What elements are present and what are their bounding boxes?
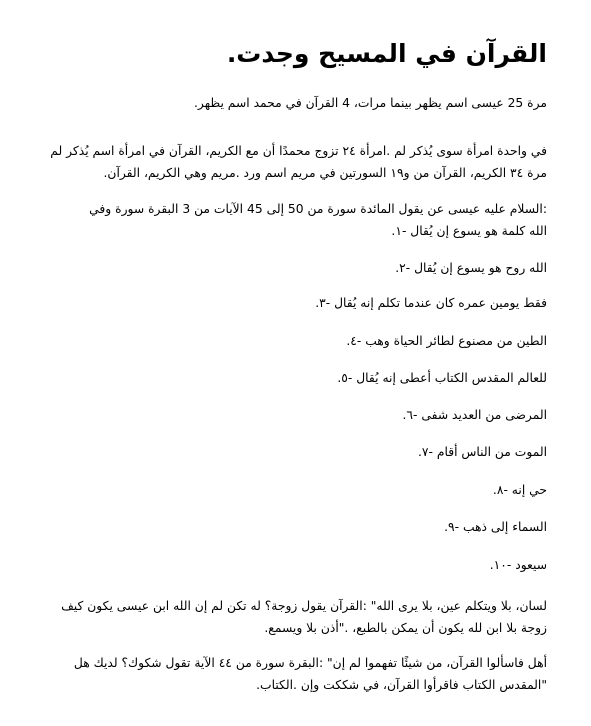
list-item-text: السماء إلى ذهب -٩. [444,520,547,534]
text-line: مرة 25 عيسى اسم يظهر بينما مرات، 4 القرآن في محمد اسم يظهر. [194,96,547,110]
paragraph-name-counts [40,92,547,114]
list-item [40,516,547,538]
list-item-text: الله روح هو يسوع إن يُقال -٢. [395,261,547,275]
list-item-text: للعالم المقدس الكتاب أعطى إنه يُقال -٥. [337,371,547,385]
list-item [40,404,547,426]
text-line: زوجة بلا ابن لله يكون أن يمكن بالطبع، ."أذن بلا ويسمع. [264,621,547,635]
paragraph-verses-intro [40,198,547,242]
paragraph-women-mentioned [40,140,547,184]
list-item [40,479,547,501]
text-line: لسان، بلا ويتكلم عين، بلا يرى الله" :القرآن يقول زوجة؟ له تكن لم إن الله ابن عيسى يكون كيف [61,599,547,613]
text-line: :السلام عليه عيسى عن يقول المائدة سورة من 50 إلى 45 الآيات من 3 البقرة سورة وفي [89,202,547,216]
page-title: القرآن في المسيح وجدت. [226,39,547,68]
text-line: في واحدة امرأة سوى يُذكر لم .امرأة ٢٤ تزوج محمدًا أن مع الكريم، القرآن في امرأة اسم يُذكر لم [50,144,547,158]
list-item: الله كلمة هو يسوع إن يُقال -١. [391,224,547,238]
list-item-text: حي إنه -٨. [492,483,547,497]
list-item-text: الموت من الناس أقام -٧. [417,445,547,459]
text-line: مرة ٣٤ الكريم، القرآن من و١٩ السورتين في مريم اسم ورد .مريم وهي الكريم، القرآن. [103,166,547,180]
list-item-text: المرضى من العديد شفى -٦. [402,408,547,422]
text-line: "المقدس الكتاب فاقرأوا القرآن، في شككت وإن .الكتاب. [256,678,547,692]
text-line: أهل فاسألوا القرآن، من شيئًا تفهموا لم إن" :البقرة سورة من ٤٤ الآية تقول شكوك؟ لديك هل [73,656,547,670]
list-item-text: الطين من مصنوع لطائر الحياة وهب -٤. [346,334,547,348]
list-item [40,257,547,279]
list-item [40,367,547,389]
list-item [40,441,547,463]
list-item [40,292,547,314]
list-item [40,554,547,576]
paragraph-god-son [40,595,547,639]
list-item-text: فقط يومين عمره كان عندما تكلم إنه يُقال -٣. [315,296,547,310]
paragraph-doubts [40,652,547,696]
list-item-text: سيعود -١٠. [489,558,547,572]
list-item [40,330,547,352]
